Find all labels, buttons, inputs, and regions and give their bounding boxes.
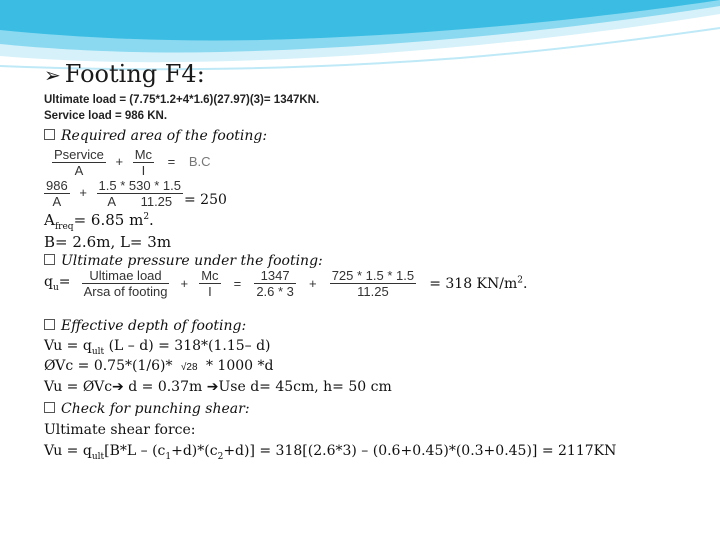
eq2-plus: + [79, 184, 87, 200]
mc-num: Mc [134, 147, 153, 162]
phivc-line: ØVc = 0.75*(1/6)* √28 * 1000 *d [44, 358, 274, 374]
eq2-den1: A [52, 194, 62, 209]
pressure-frac-3 [254, 268, 296, 299]
pressure-heading-text: Ultimate pressure under the footing: [61, 253, 323, 269]
frac4-den: 11.25 [357, 284, 389, 299]
service-load-text: Service load = 986 KN. [44, 110, 168, 122]
area-equation-1 [52, 147, 211, 178]
pressure-frac-4 [330, 268, 416, 299]
depth-heading-text: Effective depth of footing: [61, 318, 247, 334]
eq2-num1: 986 [46, 178, 68, 193]
frac3-den: 2.6 * 3 [256, 284, 294, 299]
frac2-num: Mc [201, 268, 219, 283]
punching-heading [44, 401, 250, 417]
areq-value: = 6.85 m [73, 211, 144, 229]
eq2-den2: A 11.25 [107, 194, 173, 209]
frac2-den: I [208, 284, 212, 299]
area-heading [44, 128, 267, 144]
dimensions-line: B= 2.6m, L= 3m [44, 233, 172, 251]
pressure-frac-2 [199, 268, 220, 299]
checkbox-bullet-icon [44, 319, 55, 330]
title-text: Footing F4: [64, 60, 205, 88]
pressure-result: = 318 $KN/m^2$. [429, 275, 528, 292]
pressure-frac-1 [82, 268, 170, 299]
implies-arrow-icon: ➔ [112, 379, 124, 395]
area-heading-text: Required area of the footing: [61, 128, 268, 144]
pservice-fraction [52, 147, 106, 178]
pressure-equation [44, 268, 527, 299]
punching-vu-line: $Vu = q_{ult}[B*L - (c_1+d)*(c_2+d)] = 318[(2.6*3) - (0.6+0.45)*(0.3+0.45)] = 2117KN$ [44, 443, 617, 462]
mc-fraction [133, 147, 154, 178]
frac1-den: Arsa of footing [83, 284, 168, 299]
eq2-num2: 1.5 * 530 * 1.5 [98, 178, 181, 193]
areq-line [44, 211, 154, 232]
frac1-num: Ultimae load [82, 268, 170, 284]
solve-line: Vu = ØVc➔ d = 0.37m ➔Use d= 45cm, h= 50 cm [44, 379, 392, 395]
areq-end: . [149, 211, 154, 229]
areq-prefix: A [44, 211, 55, 229]
checkbox-bullet-icon [44, 129, 55, 140]
punching-heading-text: Check for punching shear: [61, 401, 250, 417]
pressure-plus-2: + [309, 276, 317, 291]
eq2-fraction-1 [44, 178, 70, 209]
pressure-plus-1: + [180, 276, 189, 291]
mc-den: I [141, 163, 146, 178]
bc-text: B.C [188, 153, 211, 169]
area-equation-2 [44, 178, 183, 209]
vu-line: $Vu = q_{ult}$ (L – d) = 318*(1.15– d) [44, 338, 271, 357]
checkbox-bullet-icon [44, 254, 55, 265]
areq-sup: 2 [143, 212, 150, 222]
arrow-bullet-icon: ➢ [44, 63, 61, 87]
page-title [44, 60, 205, 88]
eq1-equals: = [167, 153, 176, 169]
eq1-plus: + [115, 153, 124, 169]
depth-heading [44, 318, 246, 334]
area-result: = 250 [184, 192, 227, 208]
sqrt-28: √28 [180, 362, 198, 373]
pressure-heading [44, 253, 323, 269]
ultimate-shear-label: Ultimate shear force: [44, 422, 196, 438]
pressure-equals: = [233, 276, 242, 291]
ultimate-load-text: Ultimate load = (7.75*1.2+4*1.6)(27.97)(3)= 1347KN. [44, 94, 320, 106]
qu-label: $q_u=$ [44, 274, 71, 293]
frac3-num: 1347 [254, 268, 296, 284]
frac4-num: 725 * 1.5 * 1.5 [331, 268, 415, 283]
pservice-den: A [74, 163, 84, 178]
eq2-fraction-2 [97, 178, 183, 209]
areq-sub: freq [54, 222, 74, 232]
implies-arrow-icon: ➔ [206, 379, 219, 395]
checkbox-bullet-icon [44, 402, 55, 413]
pservice-num: Pservice [54, 147, 104, 162]
